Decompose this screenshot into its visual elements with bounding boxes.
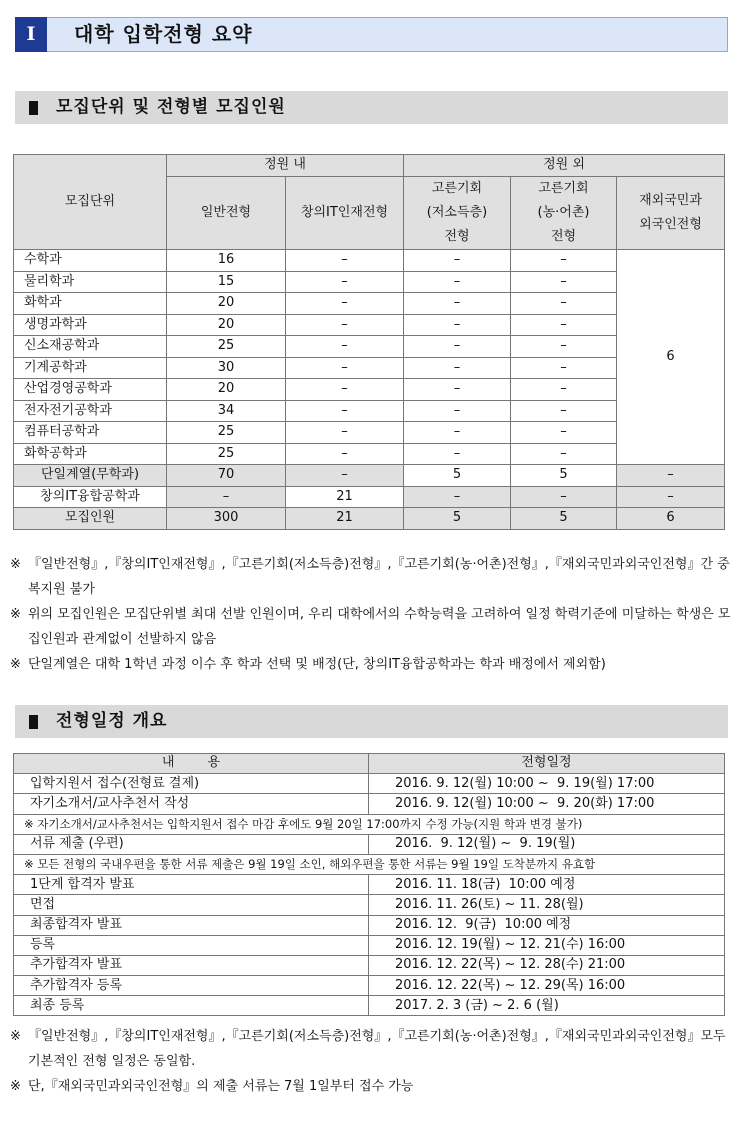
schedule-cell: 2016. 11. 18(금) 10:00 예정: [369, 875, 725, 895]
rural-cell: 5: [511, 508, 617, 530]
note-item: [10, 552, 736, 602]
schedule-cell: 2016. 11. 26(토) ~ 11. 28(월): [369, 895, 725, 915]
it-cell: –: [286, 465, 404, 487]
foreign-merged-cell: 6: [617, 250, 725, 465]
table-row: [14, 976, 725, 996]
content-cell: 최종 등록: [14, 996, 369, 1016]
general-cell: 25: [167, 336, 286, 358]
it-cell: –: [286, 357, 404, 379]
content-cell: 추가합격자 등록: [14, 976, 369, 996]
quota-table: [13, 154, 725, 530]
it-cell: –: [286, 336, 404, 358]
unit-cell: 전자전기공학과: [14, 400, 167, 422]
rural-cell: –: [511, 422, 617, 444]
content-cell: 자기소개서/교사추천서 작성: [14, 794, 369, 814]
note-text: 단일계열은 대학 1학년 과정 이수 후 학과 선택 및 배정(단, 창의IT융합공학과는 학과 배정에서 제외함): [28, 657, 606, 672]
table-note-row: [14, 814, 725, 834]
unit-cell: 산업경영공학과: [14, 379, 167, 401]
low-cell: –: [404, 271, 511, 293]
general-cell: 20: [167, 379, 286, 401]
note-text: 단,『재외국민과외국인전형』의 제출 서류는 7월 1일부터 접수 가능: [28, 1079, 414, 1094]
it-cell: –: [286, 379, 404, 401]
subsection-title: 모집단위 및 전형별 모집인원: [56, 97, 286, 117]
table-row: [14, 935, 725, 955]
table-note-row: [14, 854, 725, 874]
unit-cell: 수학과: [14, 250, 167, 272]
content-cell: 등록: [14, 935, 369, 955]
note-text: 위의 모집인원은 모집단위별 최대 선발 인원이며, 우리 대학에서의 수학능력을 고려하여 일정 학력기준에 미달하는 학생은 모집인원과 관계없이 선발하지 않음: [28, 607, 731, 647]
low-cell: –: [404, 250, 511, 272]
table-row: [14, 915, 725, 935]
it-cell: –: [286, 271, 404, 293]
general-cell: 16: [167, 250, 286, 272]
table-row-total: [14, 508, 725, 530]
unit-cell: 창의IT융합공학과: [14, 486, 167, 508]
it-cell: 21: [286, 508, 404, 530]
unit-cell: 신소재공학과: [14, 336, 167, 358]
low-cell: –: [404, 443, 511, 465]
note-item: [10, 652, 736, 677]
note-text: 『일반전형』,『창의IT인재전형』,『고른기회(저소득층)전형』,『고른기회(농·어촌)전형』,『재외국민과외국인전형』간 중복지원 불가: [28, 557, 730, 597]
schedule-cell: 2016. 9. 12(월) 10:00 ~ 9. 20(화) 17:00: [369, 794, 725, 814]
schedule-cell: 2016. 9. 12(월) 10:00 ~ 9. 19(월) 17:00: [369, 774, 725, 794]
square-bullet-icon: [29, 715, 38, 729]
subsection-title-bar-quota: [15, 91, 728, 124]
unit-cell: 생명과학과: [14, 314, 167, 336]
note-mark: ※: [10, 657, 21, 672]
note-cell: ※ 모든 전형의 국내우편을 통한 서류 제출은 9월 19일 소인, 해외우편을 통한 서류는 9월 19일 도착분까지 유효함: [14, 854, 725, 874]
table-row: [14, 895, 725, 915]
note-mark: ※: [10, 1029, 21, 1044]
low-cell: –: [404, 293, 511, 315]
rural-cell: –: [511, 314, 617, 336]
low-cell: –: [404, 336, 511, 358]
foreign-cell: 6: [617, 508, 725, 530]
table-row: [14, 794, 725, 814]
general-cell: 20: [167, 314, 286, 336]
unit-cell: 모집인원: [14, 508, 167, 530]
low-cell: –: [404, 486, 511, 508]
low-cell: 5: [404, 465, 511, 487]
general-cell: 30: [167, 357, 286, 379]
unit-cell: 기계공학과: [14, 357, 167, 379]
general-cell: 25: [167, 422, 286, 444]
it-cell: –: [286, 314, 404, 336]
header-unit: 모집단위: [14, 155, 167, 250]
unit-cell: 화학과: [14, 293, 167, 315]
foreign-cell: –: [617, 486, 725, 508]
unit-cell: 물리학과: [14, 271, 167, 293]
it-cell: –: [286, 250, 404, 272]
content-cell: 최종합격자 발표: [14, 915, 369, 935]
general-cell: 70: [167, 465, 286, 487]
unit-cell: 단일계열(무학과): [14, 465, 167, 487]
table-row: [14, 774, 725, 794]
it-cell: –: [286, 443, 404, 465]
header-rural: 고른기회 (농·어촌) 전형: [511, 177, 617, 250]
header-foreign: 재외국민과 외국인전형: [617, 177, 725, 250]
table-row: [14, 834, 725, 854]
quota-notes: [10, 552, 736, 677]
square-bullet-icon: [29, 101, 38, 115]
schedule-table: [13, 753, 725, 1016]
rural-cell: 5: [511, 465, 617, 487]
schedule-cell: 2016. 12. 9(금) 10:00 예정: [369, 915, 725, 935]
section-number: I: [15, 17, 47, 52]
it-cell: –: [286, 422, 404, 444]
table-row-undecided: [14, 465, 725, 487]
table-row: [14, 250, 725, 272]
rural-cell: –: [511, 486, 617, 508]
rural-cell: –: [511, 293, 617, 315]
rural-cell: –: [511, 250, 617, 272]
header-schedule: 전형일정: [369, 754, 725, 774]
header-low-income: 고른기회 (저소득층) 전형: [404, 177, 511, 250]
table-row: [14, 955, 725, 975]
note-item: [10, 1024, 736, 1074]
low-cell: –: [404, 314, 511, 336]
schedule-cell: 2016. 12. 22(목) ~ 12. 29(목) 16:00: [369, 976, 725, 996]
low-cell: 5: [404, 508, 511, 530]
table-row: [14, 875, 725, 895]
general-cell: –: [167, 486, 286, 508]
header-in-quota: 정원 내: [167, 155, 404, 177]
rural-cell: –: [511, 379, 617, 401]
section-title-bar: [15, 17, 728, 52]
header-it-talent: 창의IT인재전형: [286, 177, 404, 250]
header-out-quota: 정원 외: [404, 155, 725, 177]
general-cell: 34: [167, 400, 286, 422]
table-row-itcon: [14, 486, 725, 508]
it-cell: –: [286, 400, 404, 422]
general-cell: 25: [167, 443, 286, 465]
unit-cell: 컴퓨터공학과: [14, 422, 167, 444]
it-cell: 21: [286, 486, 404, 508]
note-item: [10, 1074, 736, 1099]
note-mark: ※: [10, 1079, 21, 1094]
general-cell: 20: [167, 293, 286, 315]
content-cell: 추가합격자 발표: [14, 955, 369, 975]
note-mark: ※: [10, 557, 21, 572]
header-general: 일반전형: [167, 177, 286, 250]
low-cell: –: [404, 422, 511, 444]
low-cell: –: [404, 357, 511, 379]
rural-cell: –: [511, 400, 617, 422]
general-cell: 15: [167, 271, 286, 293]
general-cell: 300: [167, 508, 286, 530]
subsection-title: 전형일정 개요: [56, 711, 168, 731]
content-cell: 서류 제출 (우편): [14, 834, 369, 854]
foreign-cell: –: [617, 465, 725, 487]
section-title: 대학 입학전형 요약: [74, 22, 253, 46]
low-cell: –: [404, 400, 511, 422]
content-cell: 입학지원서 접수(전형료 결제): [14, 774, 369, 794]
schedule-cell: 2017. 2. 3 (금) ~ 2. 6 (월): [369, 996, 725, 1016]
rural-cell: –: [511, 336, 617, 358]
schedule-cell: 2016. 9. 12(월) ~ 9. 19(월): [369, 834, 725, 854]
note-item: [10, 602, 736, 652]
rural-cell: –: [511, 357, 617, 379]
note-mark: ※: [10, 607, 21, 622]
table-row: [14, 996, 725, 1016]
note-cell: ※ 자기소개서/교사추천서는 입학지원서 접수 마감 후에도 9월 20일 17:00까지 수정 가능(지원 학과 변경 불가): [14, 814, 725, 834]
schedule-notes: [10, 1024, 736, 1099]
content-cell: 1단계 합격자 발표: [14, 875, 369, 895]
table-header-row: [14, 754, 725, 774]
subsection-title-bar-schedule: [15, 705, 728, 738]
schedule-cell: 2016. 12. 22(목) ~ 12. 28(수) 21:00: [369, 955, 725, 975]
header-content: 내 용: [14, 754, 369, 774]
low-cell: –: [404, 379, 511, 401]
content-cell: 면접: [14, 895, 369, 915]
rural-cell: –: [511, 443, 617, 465]
schedule-cell: 2016. 12. 19(월) ~ 12. 21(수) 16:00: [369, 935, 725, 955]
it-cell: –: [286, 293, 404, 315]
rural-cell: –: [511, 271, 617, 293]
unit-cell: 화학공학과: [14, 443, 167, 465]
note-text: 『일반전형』,『창의IT인재전형』,『고른기회(저소득층)전형』,『고른기회(농·어촌)전형』,『재외국민과외국인전형』모두 기본적인 전형 일정은 동일함.: [28, 1029, 726, 1069]
